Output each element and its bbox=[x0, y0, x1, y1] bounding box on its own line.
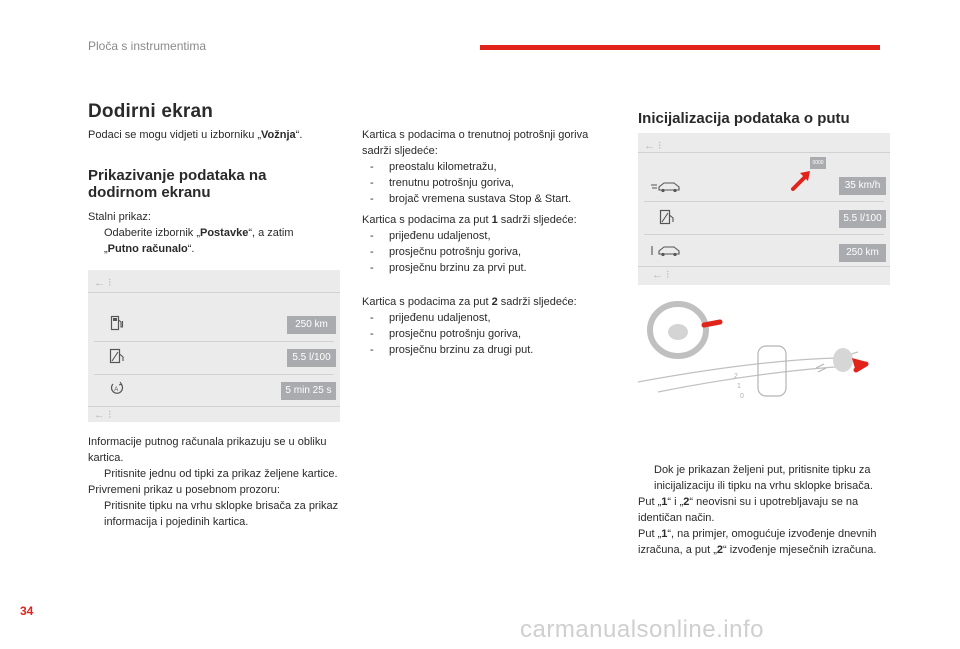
back-arrow-icon[interactable]: ← ⁝ bbox=[644, 140, 662, 152]
average-speed-value: 35 km/h bbox=[839, 177, 886, 195]
stalk-label: 0 bbox=[740, 393, 744, 400]
trip-reset-button[interactable]: 0000 bbox=[810, 157, 826, 169]
page-number: 34 bbox=[20, 604, 34, 618]
current-consumption-card-text: Kartica s podacima o trenutnoj potrošnji goriva sadrži sljedeće: - preostalu kilometražu, - trenutnu potrošnju goriva, - brojač vremena sustava Stop & Start. bbox=[362, 129, 589, 205]
touchscreen-trip-reset bbox=[638, 133, 890, 285]
distance-value: 250 km bbox=[839, 244, 886, 262]
watermark: carmanualsonline.info bbox=[520, 616, 764, 643]
section-header: Ploča s instrumentima bbox=[88, 39, 207, 53]
consumption-value: 5.5 l/100 bbox=[839, 210, 886, 228]
bullet-icon bbox=[638, 462, 654, 494]
stalk-label: 2 bbox=[734, 373, 738, 380]
back-arrow-icon[interactable]: ← ⁝ bbox=[652, 269, 670, 281]
back-arrow-icon[interactable]: ← ⁝ bbox=[94, 277, 112, 289]
header-accent-bar bbox=[480, 45, 880, 50]
stalk-label: 1 bbox=[737, 383, 741, 390]
trip1-card-text: Kartica s podacima za put 1 sadrži sljedeće: - prijeđenu udaljenost, - prosječnu potrošnju goriva, - prosječnu brzinu za prvi put. bbox=[362, 214, 577, 274]
back-arrow-icon[interactable]: ← ⁝ bbox=[94, 409, 112, 421]
fuel-consumption-icon bbox=[109, 348, 125, 364]
bullet-icon bbox=[88, 466, 104, 482]
intro-text: Podaci se mogu vidjeti u izborniku „Vožnja“. bbox=[88, 129, 303, 141]
touchscreen-trip-computer bbox=[88, 270, 340, 422]
bullet-icon bbox=[88, 225, 104, 257]
bullet-icon bbox=[88, 498, 104, 530]
stop-start-icon bbox=[110, 381, 124, 395]
steering-wheel-stalk-illustration bbox=[638, 300, 890, 400]
trip2-card-text: Kartica s podacima za put 2 sadrži sljedeće: - prijeđenu udaljenost, - prosječnu potrošnju goriva, - prosječnu brzinu za drugi put. bbox=[362, 296, 577, 356]
info-text: Informacije putnog računala prikazuju se u obliku kartica. Pritisnite jednu od tipki za prikaz željene kartice. Privremeni prikaz u posebnom prozoru: Pritisnite tipku na vrhu sklopke brisača za prikaz informacija i pojedinih kartica. bbox=[88, 436, 339, 528]
stop-start-timer-value: 5 min 25 s bbox=[281, 382, 336, 400]
distance-travelled-icon bbox=[650, 244, 682, 258]
fuel-consumption-icon bbox=[659, 209, 675, 225]
wiper-stalk-end-button[interactable] bbox=[833, 348, 853, 372]
range-value: 250 km bbox=[287, 316, 336, 334]
svg-text:A: A bbox=[114, 387, 119, 393]
fuel-pump-icon bbox=[110, 315, 124, 331]
consumption-value: 5.5 l/100 bbox=[287, 349, 336, 367]
average-speed-icon bbox=[650, 180, 682, 194]
permanent-display-text: Stalni prikaz: Odaberite izbornik „Postavke“, a zatim „Putno računalo“. bbox=[88, 211, 294, 255]
pointer-arrow-icon bbox=[790, 168, 814, 192]
section-subtitle: Prikazivanje podataka na dodirnom ekranu bbox=[88, 167, 267, 201]
page-title: Dodirni ekran bbox=[88, 101, 214, 122]
reset-section-title: Inicijalizacija podataka o putu bbox=[638, 110, 850, 127]
reset-instructions-text: Dok je prikazan željeni put, pritisnite tipku za inicijalizaciju ili tipku na vrhu sklopke brisača. Put „1“ i „2“ neovisni su i upotrebljavaju se na identičan način. Put „1“, na primjer, omogućuje izvođenje dnevnih izračuna, a put „2“ izvođenje mjesečnih izračuna. bbox=[638, 464, 877, 556]
